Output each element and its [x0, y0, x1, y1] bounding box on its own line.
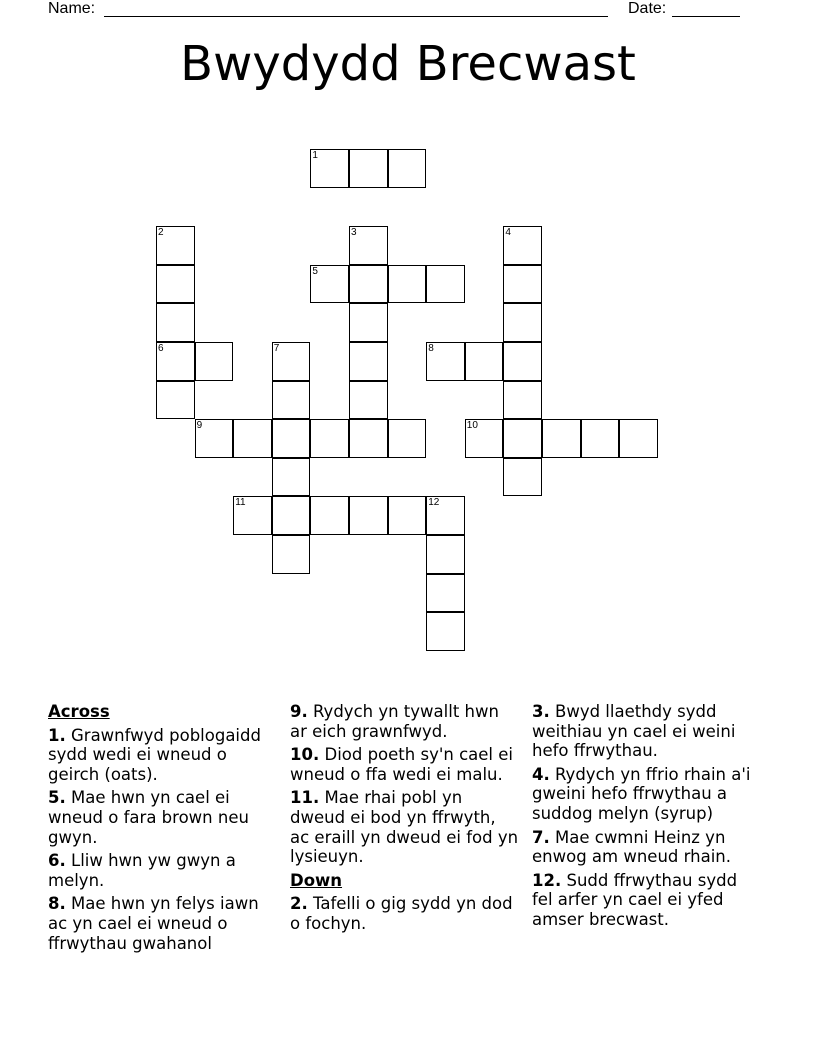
grid-cell[interactable]: [310, 419, 349, 458]
cell-number: 6: [158, 343, 164, 354]
grid-cell[interactable]: [349, 496, 388, 535]
grid-cell[interactable]: [156, 381, 195, 420]
grid-cell[interactable]: [465, 342, 504, 381]
grid-cell[interactable]: [465, 419, 504, 458]
cell-number: 11: [235, 497, 246, 509]
grid-cell[interactable]: [349, 419, 388, 458]
clue-across-8: 8. Mae hwn yn felys iawn ac yn cael ei wneud o ffrwythau gwahanol: [48, 894, 259, 953]
clue-down-7: 7. Mae cwmni Heinz yn enwog am wneud rhain.: [532, 827, 731, 867]
clue-across-1: 1. Grawnfwyd poblogaidd sydd wedi ei wneud o geirch (oats).: [48, 725, 261, 784]
grid-cell[interactable]: [233, 419, 272, 458]
grid-cell[interactable]: [503, 458, 542, 497]
grid-cell[interactable]: [503, 381, 542, 420]
cell-number: 1: [312, 150, 318, 161]
grid-cell[interactable]: [503, 265, 542, 304]
grid-cell[interactable]: [349, 342, 388, 381]
cell-number: 2: [158, 227, 164, 239]
grid-cell[interactable]: [503, 226, 542, 265]
clue-across-9: 9. Rydych yn tywallt hwn ar eich grawnfwyd.: [290, 702, 499, 741]
grid-cell[interactable]: [388, 419, 427, 458]
cell-number: 4: [505, 227, 511, 239]
grid-cell[interactable]: [349, 149, 388, 188]
grid-cell[interactable]: [156, 342, 195, 381]
grid-cell[interactable]: [156, 303, 195, 342]
grid-cell[interactable]: [619, 419, 658, 458]
grid-cell[interactable]: [426, 574, 465, 613]
cell-number: 12: [428, 497, 440, 509]
grid-cell[interactable]: [388, 496, 427, 535]
clue-down-4: 4. Rydych yn ffrio rhain a'i gweini hefo ffrwythau a suddog melyn (syrup): [532, 764, 751, 823]
grid-cell[interactable]: [388, 149, 427, 188]
grid-cell[interactable]: [233, 496, 272, 535]
grid-cell[interactable]: [272, 381, 311, 420]
grid-cell[interactable]: [195, 419, 234, 458]
clue-column-3: [532, 702, 762, 934]
clue-down-12: 12. Sudd ffrwythau sydd fel arfer yn cael ei yfed amser brecwast.: [532, 870, 738, 929]
grid-cell[interactable]: [272, 496, 311, 535]
clue-down-2: 2. Tafelli o gig sydd yn dod o fochyn.: [290, 894, 513, 933]
cell-number: 10: [466, 420, 478, 432]
across-heading: Across: [48, 702, 110, 721]
grid-cell[interactable]: [503, 419, 542, 458]
cell-number: 8: [428, 343, 434, 354]
grid-cell[interactable]: [156, 265, 195, 304]
cell-number: 5: [312, 265, 318, 277]
grid-cell[interactable]: [272, 342, 311, 381]
clue-down-3: 3. Bwyd llaethdy sydd weithiau yn cael ei weini hefo ffrwythau.: [532, 702, 736, 761]
grid-cell[interactable]: [272, 535, 311, 574]
grid-cell[interactable]: [426, 342, 465, 381]
grid-cell[interactable]: [272, 419, 311, 458]
grid-cell[interactable]: [426, 265, 465, 304]
down-heading: Down: [290, 870, 343, 890]
grid-cell[interactable]: [426, 612, 465, 651]
grid-cell[interactable]: [426, 535, 465, 574]
cell-number: 9: [196, 420, 203, 432]
grid-cell[interactable]: [349, 381, 388, 420]
grid-cell[interactable]: [310, 265, 349, 304]
grid-cell[interactable]: [195, 342, 234, 381]
grid-cell[interactable]: [542, 419, 581, 458]
grid-cell[interactable]: [503, 342, 542, 381]
cell-number: 7: [273, 343, 280, 354]
clue-column-2: [290, 702, 520, 938]
clue-across-5: 5. Mae hwn yn cael ei wneud o fara brown neu gwyn.: [48, 788, 249, 847]
clue-column-1: [48, 702, 278, 957]
grid-cell[interactable]: [349, 303, 388, 342]
page-title: Bwydydd Brecwast: [180, 36, 636, 92]
clue-across-10: 10. Diod poeth sy'n cael ei wneud o ffa wedi ei malu.: [290, 745, 513, 784]
grid-cell[interactable]: [310, 496, 349, 535]
name-label: Name:: [48, 0, 96, 17]
grid-cell[interactable]: [503, 303, 542, 342]
grid-cell[interactable]: [310, 149, 349, 188]
date-label: Date:: [628, 0, 667, 17]
grid-cell[interactable]: [581, 419, 620, 458]
grid-cell[interactable]: [426, 496, 465, 535]
grid-cell[interactable]: [349, 265, 388, 304]
grid-cell[interactable]: [156, 226, 195, 265]
grid-cell[interactable]: [272, 458, 311, 497]
grid-cell[interactable]: [349, 226, 388, 265]
clue-across-6: 6. Lliw hwn yw gwyn a melyn.: [48, 851, 236, 890]
clue-across-11: 11. Mae rhai pobl yn dweud ei bod yn ffrwyth, ac eraill yn dweud ei fod yn lysieuyn.: [290, 788, 519, 867]
cell-number: 3: [351, 227, 357, 239]
grid-cell[interactable]: [388, 265, 427, 304]
